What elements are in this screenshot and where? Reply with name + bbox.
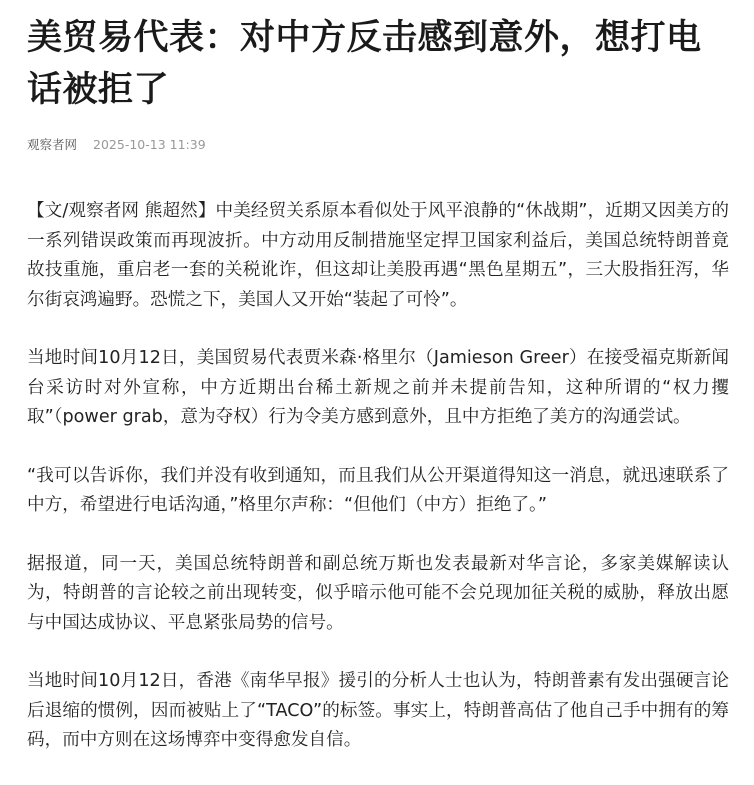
article-body <box>27 197 729 785</box>
article-meta <box>27 137 206 153</box>
article-paragraph-1: 【文/观察者网 熊超然】中美经贸关系原本看似处于风平浪静的“休战期”，近期又因美方的一系列错误政策而再现波折。中方动用反制措施坚定捍卫国家利益后，美国总统特朗普竟故技重施，重启老一套的关税讹诈，但这却让美股再遇“黑色星期五”，三大股指狂泻，华尔街哀鸿遍野。恐慌之下，美国人又开始“装起了可怜”。 <box>27 201 729 310</box>
article-source[interactable]: 观察者网 <box>27 137 78 152</box>
article-paragraph-2: 当地时间10月12日，美国贸易代表贾米森·格里尔（Jamieson Greer）在接受福克斯新闻台采访时对外宣称，中方近期出台稀土新规之前并未提前告知，这种所谓的“权力攫取”（power grab，意为夺权）行为令美方感到意外，且中方拒绝了美方的沟通尝试。 <box>27 348 729 427</box>
article-title: 美贸易代表：对中方反击感到意外，想打电话被拒了 <box>27 18 702 110</box>
article-paragraph-4: 据报道，同一天，美国总统特朗普和副总统万斯也发表最新对华言论，多家美媒解读认为，特朗普的言论较之前出现转变，似乎暗示他可能不会兑现加征关税的威胁，释放出愿与中国达成协议、平息紧张局势的信号。 <box>27 553 729 633</box>
article-paragraph-5: 当地时间10月12日，香港《南华早报》援引的分析人士也认为，特朗普素有发出强硬言论后退缩的惯例，因而被贴上了“TACO”的标签。事实上，特朗普高估了他自己手中拥有的筹码，而中方则在这场博弈中变得愈发自信。 <box>27 671 729 750</box>
article-paragraph-3: “我可以告诉你，我们并没有收到通知，而且我们从公开渠道得知这一消息，就迅速联系了中方，希望进行电话沟通，”格里尔声称：“但他们（中方）拒绝了。” <box>27 465 729 515</box>
article-datetime: 2025-10-13 11:39 <box>93 137 206 152</box>
